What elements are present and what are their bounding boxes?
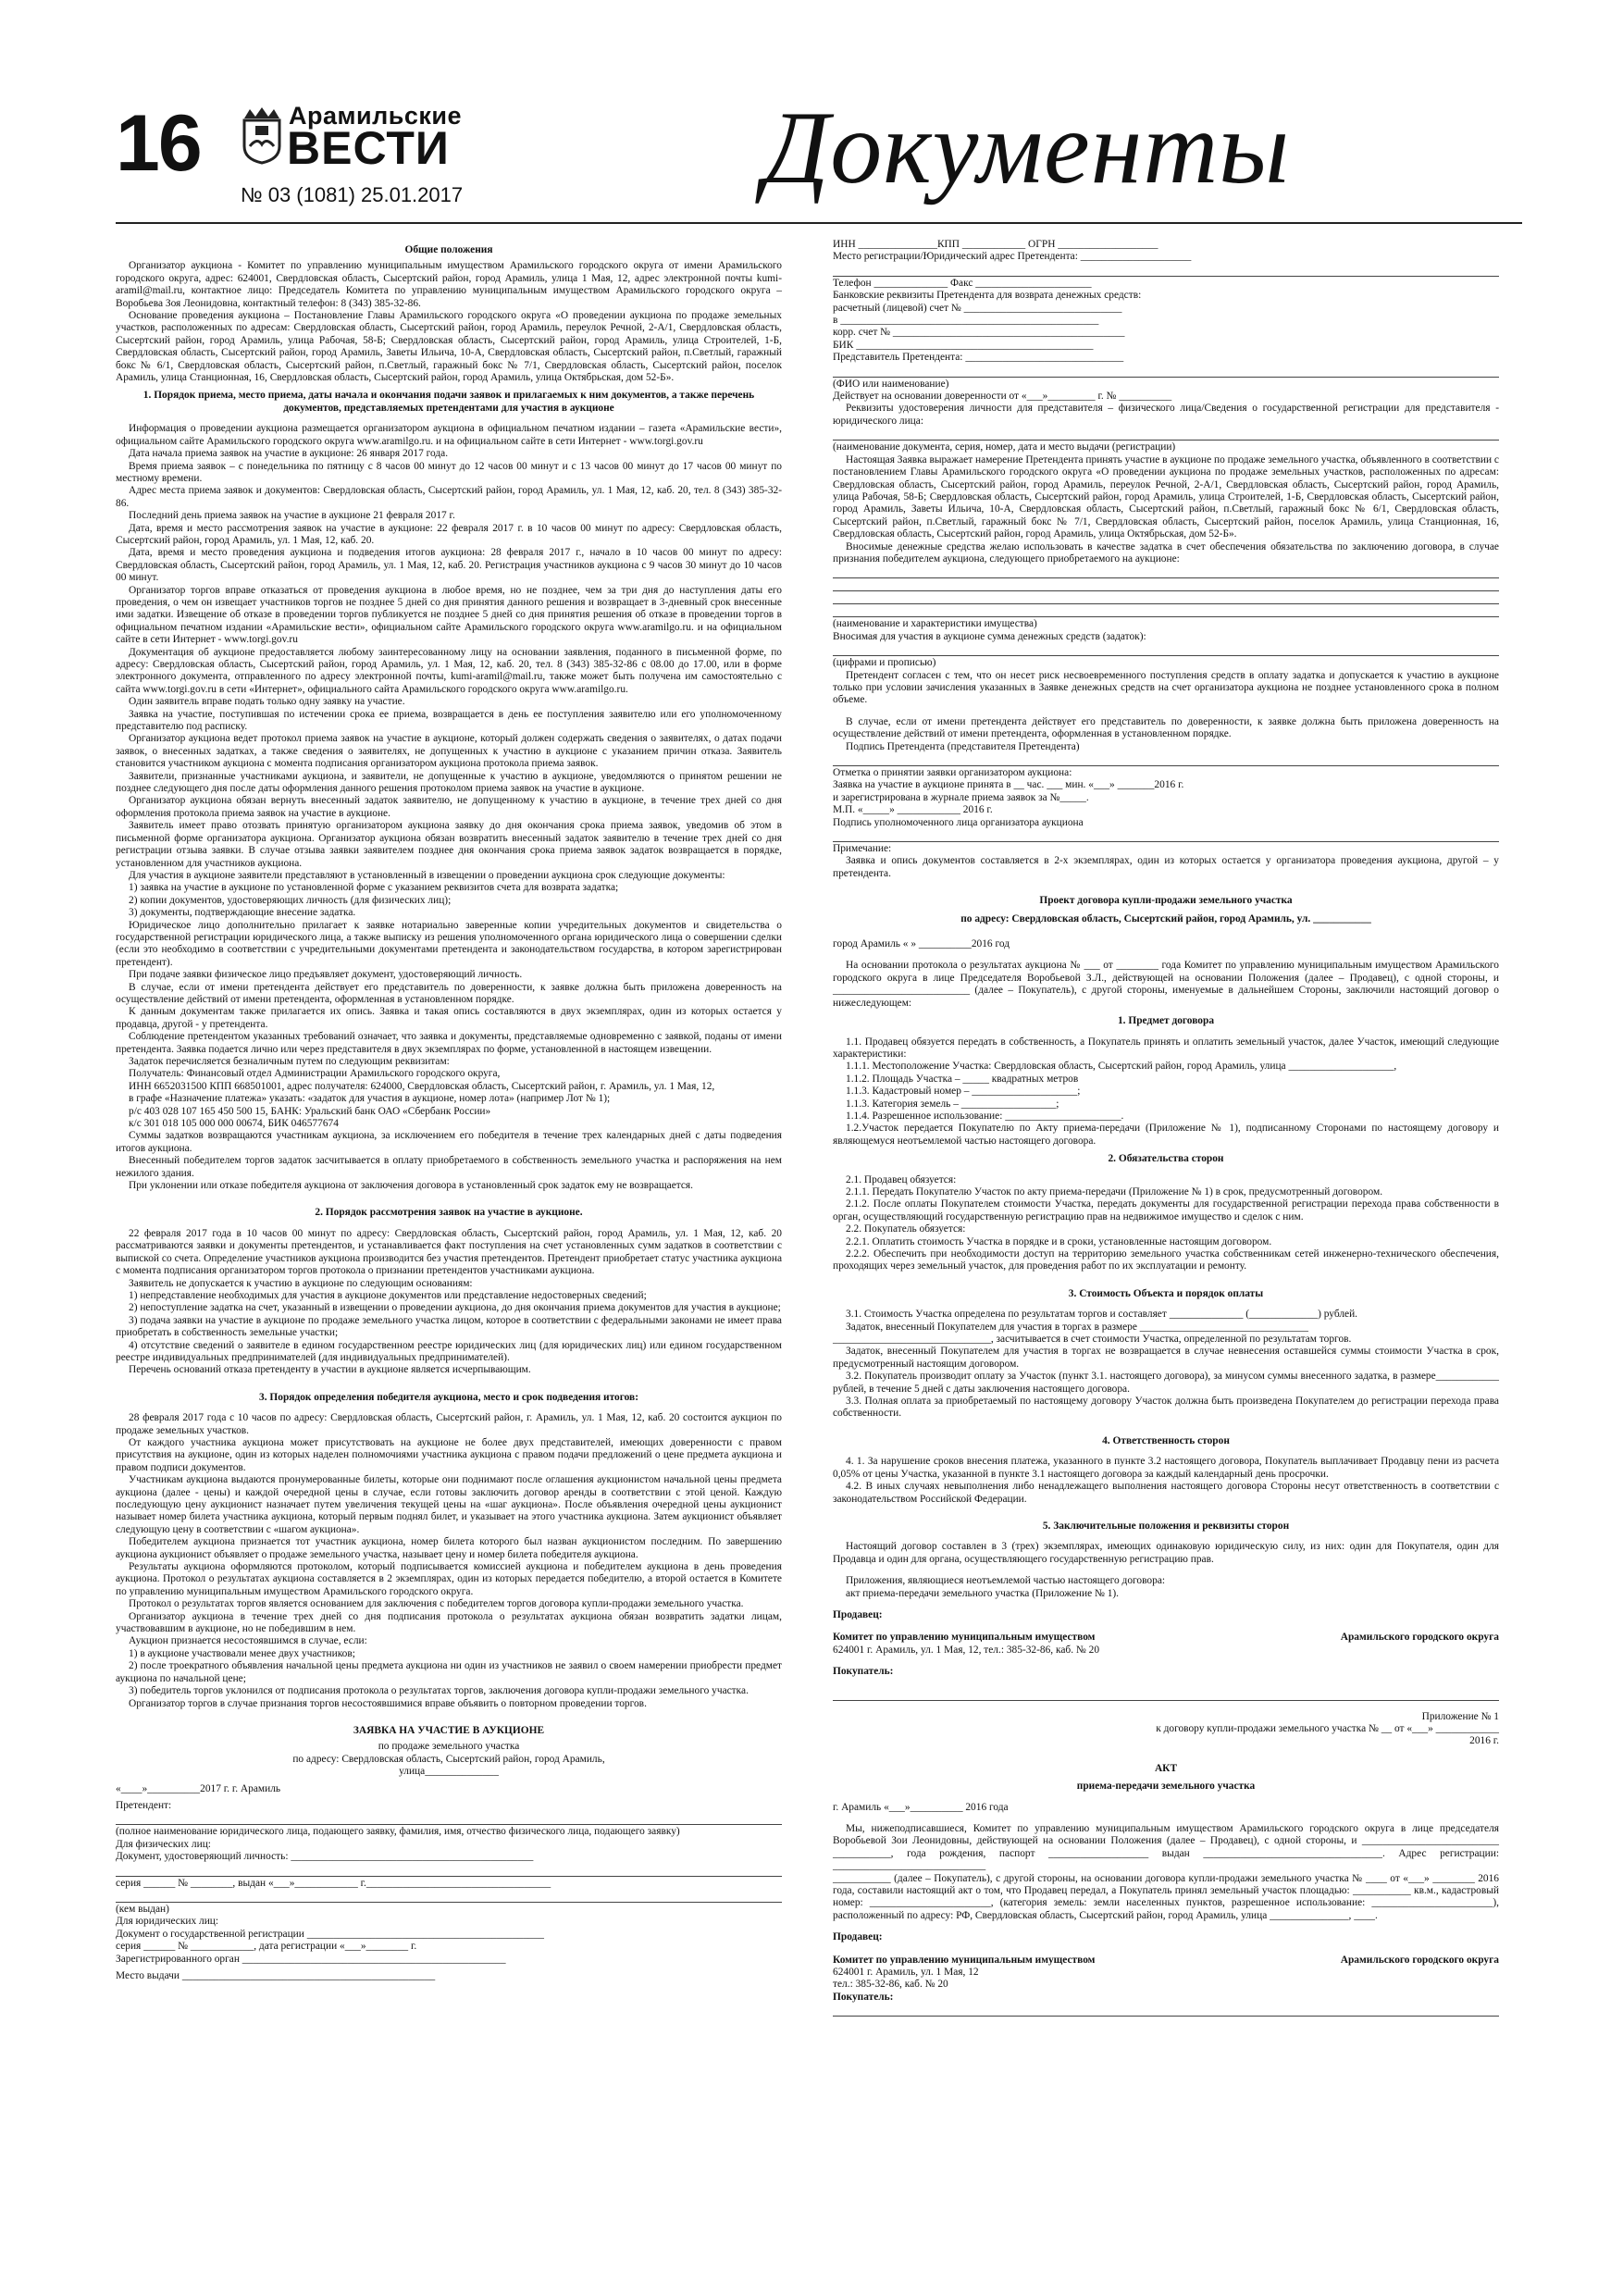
paragraph: Суммы задатков возвращаются участникам аукциона, за исключением его победителя в течение трех календарных дней с даты подведения итогов аукциона.: [116, 1130, 782, 1154]
paragraph: Организатор аукциона обязан вернуть внесенный задаток заявителю, не допущенному к участию в аукционе, в течение трех дней со дня оформления протокола приема заявок на участие в аукционе.: [116, 795, 782, 819]
appendix-note: к договору купли-продажи земельного участка № __ от «___» ____________: [1156, 1722, 1499, 1734]
fill-in-line: [833, 592, 1499, 604]
form-line: 624001 г. Арамиль, ул. 1 Мая, 12, тел.: 385-32-86, каб. № 20: [833, 1644, 1100, 1656]
form-line: (кем выдан): [116, 1903, 169, 1915]
paragraph: На основании протокола о результатах аукциона № ___ от ________ года Комитет по управлению муниципальным имуществом Арамильского городского округа в лице Председателя Воробьевой З.Л., действующей на основании Положения (далее – Продавец), с одной стороны, и __________________________ (далее – Покупатель), с другой стороны, именуемые в дальнейшем Стороны, заключили настоящий договор о нижеследующем:: [833, 960, 1499, 1009]
paragraph: Заявитель не допускается к участию в аукционе по следующим основаниям:: [129, 1277, 473, 1289]
form-line: Телефон ______________ Факс ______________________: [833, 277, 1092, 289]
issue-number: № 03 (1081) 25.01.2017: [241, 183, 464, 206]
fill-in-line: [833, 366, 1499, 378]
spacer: [833, 1944, 1499, 1949]
form-line: г. Арамиль «___»__________ 2016 года: [833, 1801, 1009, 1813]
spacer: [116, 1710, 782, 1719]
fill-in-line: [833, 1689, 1499, 1701]
form-line: серия ______ № ____________, дата регистрации «___»________ г.: [116, 1941, 417, 1953]
paragraph: 1.1.3. Кадастровый номер – ____________________;: [846, 1086, 1081, 1098]
section-heading: 1. Порядок приема, место приема, даты начала и окончания подачи заявок и прилагаемых к ним документов, а также перечень документов, представляемых претендентами для участия в аукционе: [142, 390, 755, 414]
form-line: (наименование и характеристики имущества): [833, 618, 1037, 630]
form-line: М.П. «_____» ____________ 2016 г.: [833, 804, 993, 816]
section-heading: АКТ: [1154, 1762, 1178, 1774]
section-heading: Проект договора купли-продажи земельного участка: [1039, 895, 1293, 907]
section-heading: 3. Порядок определения победителя аукциона, место и срок подведения итогов:: [259, 1391, 638, 1403]
paragraph: 4. 1. За нарушение сроков внесения платежа, указанного в пункте 3.2 настоящего договора, Покупатель выплачивает Продавцу пени из расчета 0,05% от цены Участка, указанной в пункте 3.1 настоящего договора за каждый календарный день просрочки.: [833, 1456, 1499, 1480]
spacer: [833, 1600, 1499, 1609]
paragraph: При уклонении или отказе победителя аукциона от заключения договора в установленный срок задаток ему не возвращается.: [129, 1180, 694, 1192]
paragraph: Для участия в аукционе заявители представляют в установленный в извещении о проведении аукциона срок следующие документы:: [129, 869, 725, 881]
paragraph: 1) заявка на участие в аукционе по установленной форме с указанием реквизитов счета для возврата задатка;: [129, 882, 619, 894]
form-line: Отметка о принятии заявки организатором аукциона:: [833, 767, 1072, 778]
fill-in-line: [833, 579, 1499, 591]
form-line: в _________________________________________________: [833, 315, 1099, 327]
form-line: ______________________________, засчитывается в счет стоимости Участка, определенной по результатам торгов.: [833, 1334, 1352, 1346]
paragraph: Получатель: Финансовый отдел Администрации Арамильского городского округа,: [129, 1068, 501, 1080]
appendix-note: 2016 г.: [1469, 1735, 1499, 1747]
fill-in-line: [833, 605, 1499, 617]
signature-left: Комитет по управлению муниципальным имуществом: [833, 1632, 1096, 1644]
spacer: [833, 1657, 1499, 1666]
fill-in-line: [833, 2004, 1499, 2017]
paragraph: Результаты аукциона оформляются протоколом, который подписывается комиссией аукциона и победителем аукциона в день проведения аукциона. Протокол о результатах аукциона составляется в 2 экземплярах, один из которых передается победителю, а второй остается в Комитете по управлению муниципальным имуществом Арамильского городского округа.: [116, 1561, 782, 1597]
spacer: [833, 1621, 1499, 1626]
paragraph: Задаток, внесенный Покупателем для участия в торгах не возвращается в случае невнесения оставшейся суммы стоимости Участка в срок, предусмотренный настоящим договором.: [833, 1346, 1499, 1370]
paragraph: Протокол о результатах торгов является основанием для заключения с победителем торгов договора купли-продажи земельного участка.: [129, 1598, 744, 1610]
form-line: 624001 г. Арамиль, ул. 1 Мая, 12: [833, 1967, 979, 1979]
form-line: Документ, удостоверяющий личность: ______________________________________________: [116, 1851, 534, 1863]
paragraph: 2.2. Покупатель обязуется:: [846, 1223, 966, 1235]
paragraph: ИНН 6652031500 КПП 668501001, адрес получателя: 624000, Свердловская область, Сысертский район, г. Арамиль, ул. 1 Мая, 12,: [129, 1080, 715, 1092]
paragraph: 3.3. Полная оплата за приобретаемый по настоящему договору Участок должна быть произведена Покупателем до регистрации перехода права собственности.: [833, 1396, 1499, 1420]
paragraph: 1.1.2. Площадь Участка – _____ квадратных метров: [846, 1073, 1079, 1085]
paragraph: Основание проведения аукциона – Постановление Главы Арамильского городского округа «О проведении аукциона по продаже земельных участков, расположенных по адресам: Свердловская область, Сысертский район, город Арамиль, переулок Речной, 2-А/1, Свердловская область, Сысертский район, город Арамиль, улица Рабочая, 58-Б; Свердловская область, Сысертский район, город Арамиль, улица Строителей, 1-Б, Свердловская область, Сысертский район, город Арамиль, Заветы Ильича, 10-А, Свердловская область, Сысертский район, п.Светлый, гаражный бокс № 6/1, Свердловская область, Сысертский район, п.Светлый, гаражный бокс № 7/1, Свердловская область, Сысертский район, поселок Арамиль, улица Станционная, 16, Свердловская область, Сысертский район, город Арамиль, улица Октябрьская, дом 52-Б».: [116, 310, 782, 384]
paragraph: 3) подача заявки на участие в аукционе по продаже земельного участка лицом, которое в соответствии с федеральными законами не имеет права приобретать в собственность земельные участки;: [116, 1314, 782, 1339]
paragraph: Внесенный победителем торгов задаток засчитывается в оплату приобретаемого в собственность земельного участка и распоряжения на нем нежилого здания.: [116, 1155, 782, 1179]
spacer: [833, 1273, 1499, 1283]
fill-in-line: [833, 265, 1499, 277]
paragraph: Настоящая Заявка выражает намерение Претендента принять участие в аукционе по продаже земельного участка, объявленного в соответствии с постановлением Главы Арамильского городского округа «О проведении аукциона по продаже земельных участков, расположенных по адресам: Свердловская область, Сысертский район, город Арамиль, переулок Речной, 2-А/1, Свердловская область, Сысертский район, город Арамиль, улица Рабочая, 58-Б; Свердловская область, Сысертский район, город Арамиль, улица Строителей, 1-Б, Свердловская область, Сысертский район, город Арамиль, Заветы Ильича, 10-А, Свердловская область, Сысертский район, п.Светлый, гаражный бокс № 6/1, Свердловская область, Сысертский район, п.Светлый, гаражный бокс № 7/1, Свердловская область, Сысертский район, поселок Арамиль, улица Станционная, 16, Свердловская область, Сысертский район, город Арамиль, улица Октябрьская, дом 52-Б».: [833, 453, 1499, 540]
form-line: серия ______ № ________, выдан «___»____________ г.___________________________________: [116, 1877, 551, 1889]
spacer: [833, 1814, 1499, 1823]
spacer: [833, 1679, 1499, 1688]
spacer: [833, 950, 1499, 960]
newspaper-logo: [241, 100, 462, 183]
appendix-note: Приложение № 1: [1421, 1710, 1499, 1722]
fill-in-line: [833, 644, 1499, 656]
paragraph: Информация о проведении аукциона размещается организатором аукциона в официальном печатном издании – газета «Арамильские вести», официальном сайте Арамильского городского округа www.aramilgo.ru. и на официальном сайте в сети Интернет - www.torgi.gov.ru: [116, 423, 782, 447]
centered-line: по адресу: Свердловская область, Сысертский район, город Арамиль,: [292, 1753, 605, 1765]
fill-in-line: [833, 566, 1499, 578]
spacer: [833, 1702, 1499, 1711]
form-line: Заявка на участие в аукционе принята в __ час. ___ мин. «___» _______2016 г.: [833, 779, 1184, 791]
paragraph: Организатор аукциона - Комитет по управлению муниципальным имуществом Арамильского городского округа от имени Арамильского городского округа, адрес: 624001, Свердловская область, Сысертский район, город Арамиль, улица 1 Мая, 12, адрес электронной почты kumi-aramil@mail.ru, контактное лицо: Председатель Комитета по управлению муниципальным имуществом Арамильского городского округа – Воробьева Зоя Леонидовна, контактный телефон: 8 (343) 385-32-86.: [116, 260, 782, 309]
section-heading: ЗАЯВКА НА УЧАСТИЕ В АУКЦИОНЕ: [353, 1724, 545, 1736]
paragraph: в графе «Назначение платежа» указать: «задаток для участия в аукционе, номер лота» (например Лот № 1);: [129, 1093, 611, 1105]
signature-row: [833, 1955, 1499, 1967]
paragraph: 3) документы, подтверждающие внесение задатка.: [129, 907, 356, 919]
paragraph: 3.2. Покупатель производит оплату за Участок (пункт 3.1. настоящего договора), за минусом суммы внесенного задатка, в размере____________ рублей, в течение 5 дней с даты заключения настоящего договора.: [833, 1371, 1499, 1395]
form-line: (ФИО или наименование): [833, 378, 949, 390]
paragraph: 1) непредставление необходимых для участия в аукционе документов или представление недостоверных сведений;: [129, 1289, 647, 1301]
form-line: «____»__________2017 г. г. Арамиль: [116, 1782, 281, 1794]
paragraph: Заявитель имеет право отозвать принятую организатором аукциона заявку до дня окончания срока приема заявок, уведомив об этом в письменной форме организатора аукциона. Организатор аукциона обязан возвратить внесенный задаток заявителю в течение трех дней со дня регистрации отзыва заявки. В случае отзыва заявки заявителем позднее дня окончания срока приема заявок задаток возвращается в порядке, установленном для участников аукциона.: [116, 820, 782, 869]
form-line: Место выдачи ________________________________________________: [116, 1970, 436, 1981]
paragraph: Задаток перечисляется безналичным путем по следующим реквизитам:: [129, 1056, 450, 1067]
form-line: Банковские реквизиты Претендента для возврата денежных средств:: [833, 290, 1142, 302]
paragraph: 2) после троекратного объявления начальной цены предмета аукциона ни один из участников не заявил о своем намерении приобрести предмет аукциона по начальной цене;: [116, 1660, 782, 1684]
section-heading: 2. Обязательства сторон: [1108, 1153, 1224, 1165]
paragraph: 2.2.1. Оплатить стоимость Участка в порядке и в сроки, установленные настоящим договором.: [846, 1235, 1272, 1247]
form-line: Подпись уполномоченного лица организатора аукциона: [833, 816, 1084, 828]
form-line: (наименование документа, серия, номер, дата и место выдачи (регистрации): [833, 441, 1176, 453]
paragraph: акт приема-передачи земельного участка (Приложение № 1).: [846, 1587, 1120, 1599]
paragraph: Адрес места приема заявок и документов: Свердловская область, Сысертский район, город Арамиль, ул. 1 Мая, 12, каб. 20, тел. 8 (343) 385-32-86.: [116, 485, 782, 509]
form-line: ИНН _______________КПП ____________ ОГРН ___________________: [833, 239, 1158, 250]
section-heading: 3. Стоимость Объекта и порядок оплаты: [1068, 1287, 1264, 1299]
paragraph: В случае, если от имени претендента действует его представитель по доверенности, к заявке должна быть приложена доверенность на осуществление действий от имени претендента, оформленная в установленном порядке.: [833, 715, 1499, 740]
left-column: [116, 239, 782, 1982]
paragraph: 2.2.2. Обеспечить при необходимости доступ на территорию земельного участка собственникам сетей инженерно-технического обеспечения, проходящих через земельный участок, для проведения работ по их эксплуатации и ремонту.: [833, 1248, 1499, 1272]
paragraph: Один заявитель вправе подать только одну заявку на участие.: [129, 696, 405, 708]
logo-top-text: Арамильские: [289, 102, 462, 130]
paragraph: 3.1. Стоимость Участка определена по результатам торгов и составляет ______________ (_____________) рублей.: [846, 1309, 1358, 1321]
paragraph: 1.2.Участок передается Покупателю по Акту приема-передачи (Приложение № 1), подписанному Сторонами по настоящему договору и являющемуся неотъемлемой частью настоящего договора.: [833, 1123, 1499, 1147]
spacer: [116, 1377, 782, 1386]
paragraph: Документация об аукционе предоставляется любому заинтересованному лицу на основании заявления, поданного в письменной форме, по адресу: Свердловская область, Сысертский район, город Арамиль, ул. 1 Мая, 12, каб. 20, тел. 8 (343) 385-32-86 с 08.00 до 17.00, или в форме электронного документа, отправленного по адресу электронной почты, kumi-aramil@mail.ru, также может быть получена им самостоятельно с сайта www.torgi.gov.ru в сети «Интернет», официального сайта Арамильского городского округа www.aramilgo.ru.: [116, 646, 782, 695]
paragraph: 22 февраля 2017 года в 10 часов 00 минут по адресу: Свердловская область, Сысертский район, город Арамиль, ул. 1 Мая, 12, каб. 20 рассматриваются заявки и документы претендентов, и устанавливается факт поступления на счет установленных сумм задатков в соответствии с выпиской со счета. Определение участников аукциона производится без участия претендентов. Претендент приобретает статус участника аукциона с момента подписания организатором торгов протокола о признании претендентов участниками аукциона.: [116, 1227, 782, 1277]
paragraph: 28 февраля 2017 года с 10 часов по адресу: Свердловская область, Сысертский район, г. Арамиль, ул. 1 Мая, 12, каб. 20 состоится аукцион по продаже земельных участков.: [116, 1412, 782, 1436]
section-title: Документы: [763, 91, 1291, 205]
form-line: Действует на основании доверенности от «___»_________ г. № __________: [833, 391, 1172, 403]
party-label: Покупатель:: [833, 1991, 894, 2003]
form-line: Для юридических лиц:: [116, 1916, 219, 1928]
paragraph: 1.1.3. Категория земель – __________________;: [846, 1098, 1059, 1110]
spacer: [833, 1922, 1499, 1931]
form-line: (полное наименование юридического лица, подающего заявку, фамилия, имя, отчество физического лица, подающего заявку): [116, 1826, 680, 1838]
form-line: расчетный (лицевой) счет № ______________________________: [833, 302, 1122, 314]
paragraph: Последний день приема заявок на участие в аукционе 21 февраля 2017 г.: [129, 510, 455, 522]
form-line: город Арамиль « » __________2016 год: [833, 938, 1010, 950]
form-line: Представитель Претендента: ______________________________: [833, 352, 1124, 364]
paragraph: Дата, время и место проведения аукциона и подведения итогов аукциона: 28 февраля 2017 г., начало в 10 часов 00 минут по адресу: Свердловская область, Сысертский район, город Арамиль, ул. 1 Мая, 12, каб. 20. Регистрация участников аукциона с 9 часов 30 минут до 10 часов 00 минут.: [116, 547, 782, 584]
form-line: и зарегистрирована в журнале приема заявок за №_____.: [833, 791, 1089, 803]
masthead-divider: [116, 222, 1522, 224]
spacer: [833, 1421, 1499, 1430]
paragraph: 2) копии документов, удостоверяющих личность (для физических лиц);: [129, 894, 452, 906]
masthead: [116, 93, 1522, 208]
fill-in-line: [833, 428, 1499, 441]
paragraph: 2.1.1. Передать Покупателю Участок по акту приема-передачи (Приложение № 1) в срок, предусмотренный договором.: [846, 1185, 1383, 1198]
fill-in-line: [116, 1865, 782, 1877]
logo-main-text: ВЕСТИ: [287, 122, 450, 174]
paragraph: Дата начала приема заявок на участие в аукционе: 26 января 2017 года.: [129, 448, 449, 460]
paragraph: Перечень оснований отказа претенденту в участии в аукционе является исчерпывающим.: [129, 1364, 531, 1376]
paragraph: Участникам аукциона выдаются пронумерованные билеты, которые они поднимают после оглашения аукционистом начальной цены предмета аукциона (далее - цены) и каждой очередной цены в случае, если готовы заключить договор аренды в соответствии с этой ценой. Каждую последующую цену аукционист назначает путем увеличения текущей цены на «шаг аукциона». После объявления очередной цены аукционист называет номер билета участника аукциона, который первым поднял билет, и указывает на этого участника аукциона. Затем аукционист объявляет следующую цену в соответствии с «шагом аукциона».: [116, 1474, 782, 1535]
section-heading: 2. Порядок рассмотрения заявок на участие в аукционе.: [315, 1207, 583, 1219]
paragraph: 1) в аукционе участвовали менее двух участников;: [129, 1647, 355, 1659]
spacer: [116, 1192, 782, 1201]
form-line: Зарегистрированного орган __________________________________________________: [116, 1953, 506, 1965]
form-line: Примечание:: [833, 843, 892, 855]
section-heading: Общие положения: [404, 244, 493, 255]
crest-icon: [241, 105, 283, 165]
fill-in-line: [116, 1891, 782, 1903]
paragraph: От каждого участника аукциона может присутствовать на аукционе не более двух представителей, имеющих доверенности с правом присутствия на аукционе, один из которых наделен полномочиями участника аукциона с правом подачи предложений о цене предмета аукциона и правом подписи документов.: [116, 1436, 782, 1473]
spacer: [833, 707, 1499, 716]
section-heading: 1. Предмет договора: [1117, 1015, 1215, 1027]
paragraph: Заявка на участие, поступившая по истечении срока ее приема, возвращается в день ее поступления заявителю или его уполномоченному представителю под расписку.: [116, 708, 782, 733]
form-line: БИК _____________________________________________: [833, 339, 1094, 351]
paragraph: 4) отсутствие сведений о заявителе в едином государственном реестре юридических лиц (для юридических лиц) или едином государственном реестре индивидуальных предпринимателей (для индивидуальных предпринимателей).: [116, 1339, 782, 1363]
form-line: Документ о государственной регистрации _____________________________________________: [116, 1928, 545, 1940]
right-column: [833, 239, 1499, 2017]
paragraph: Реквизиты удостоверения личности для представителя – физического лица/Сведения о государственной регистрации для представителя - юридического лица:: [833, 403, 1499, 427]
spacer: [833, 880, 1499, 889]
spacer: [833, 929, 1499, 938]
paragraph: Претендент согласен с тем, что он несет риск несвоевременного поступления средств в оплату задатка и допускается к участию в аукционе только при условии зачисления указанных в Заявке денежных средств на счет организатора аукциона не позднее установленного срока в полном объеме.: [833, 669, 1499, 706]
form-line: тел.: 385-32-86, каб. № 20: [833, 1979, 948, 1991]
paragraph: 1.1.1. Местоположение Участка: Свердловская область, Сысертский район, город Арамиль, улица ____________________,: [846, 1061, 1397, 1073]
paragraph: Мы, нижеподписавшиеся, Комитет по управлению муниципальным имуществом Арамильского городского округа в лице председателя Воробьевой Зои Леонидовны, действующей на основании Положения (далее – Продавец), с одной стороны, и __________________________ ___________, года рождения, паспорт ___________________ выдан __________________________________. Адрес регистрации: _____________________________: [833, 1823, 1499, 1872]
paragraph: Организатор аукциона ведет протокол приема заявок на участие в аукционе, который должен содержать сведения о заявителях, о датах подачи заявок, о внесенных задатках, а также сведения о заявителях, не допущенных к участию в аукционе с указанием причин отказа. Заявитель становится участником аукциона с момента подписания организатором аукциона протокола приема заявок.: [116, 733, 782, 770]
paragraph: Соблюдение претендентом указанных требований означает, что заявка и документы, представляемые одновременно с заявкой, поданы от имени претендента. Заявка подается лично или через представителя в двух экземплярах по форме, установленной в настоящем извещении.: [116, 1031, 782, 1055]
section-heading: 5. Заключительные положения и реквизиты сторон: [1042, 1520, 1290, 1532]
party-label: Продавец:: [833, 1931, 883, 1943]
paragraph: к/с 301 018 105 000 000 00674, БИК 046577674: [129, 1118, 339, 1130]
paragraph: 1.1. Продавец обязуется передать в собственность, а Покупатель принять и оплатить земельный участок, далее Участок, имеющий следующие характеристики:: [833, 1036, 1499, 1060]
paragraph: 1.1.4. Разрешенное использование: ______________________.: [846, 1110, 1124, 1122]
page-number: 16: [116, 99, 201, 188]
paragraph: При подаче заявки физическое лицо предъявляет документ, удостоверяющий личность.: [129, 969, 523, 981]
section-heading: 4. Ответственность сторон: [1102, 1434, 1230, 1446]
spacer: [833, 1748, 1499, 1757]
paragraph: Время приема заявок – с понедельника по пятницу с 8 часов 00 минут до 12 часов 00 минут и с 13 часов 00 минут до 17 часов 00 минут по местному времени.: [116, 460, 782, 484]
paragraph: 2) непоступление задатка на счет, указанный в извещении о проведении аукциона, до дня окончания приема документов для участия в аукционе;: [129, 1302, 781, 1314]
paragraph: Настоящий договор составлен в 3 (трех) экземплярах, имеющих одинаковую юридическую силу, из них: один для Покупателя, один для Продавца и один для органа, осуществляющего государственную регистрацию прав.: [833, 1541, 1499, 1565]
centered-line: улица______________: [399, 1766, 499, 1778]
signature-left: Комитет по управлению муниципальным имуществом: [833, 1954, 1096, 1966]
paragraph: р/с 403 028 107 165 450 500 15, БАНК: Уральский банк ОАО «Сбербанк России»: [129, 1105, 491, 1117]
paragraph: Организатор торгов в случае признания торгов несостоявшимися вправе объявить о повторном проведении торгов.: [129, 1697, 647, 1709]
paragraph: Заявка и опись документов составляется в 2-х экземплярах, один из которых остается у организатора проведения аукциона, другой – у претендента.: [833, 855, 1499, 879]
paragraph: Подпись Претендента (представителя Претендента): [846, 740, 1080, 752]
spacer: [833, 1566, 1499, 1575]
signature-row: [833, 1632, 1499, 1644]
paragraph: Аукцион признается несостоявшимся в случае, если:: [129, 1635, 367, 1647]
fill-in-line: [116, 1813, 782, 1825]
signature-right: Арамильского городского округа: [1340, 1954, 1499, 1966]
paragraph: 4.2. В иных случаях невыполнения либо ненадлежащего выполнения настоящего договора Стороны несут ответственность в соответствии с законодательством Российской Федерации.: [833, 1481, 1499, 1505]
form-line: Для физических лиц:: [116, 1838, 211, 1850]
paragraph: Дата, время и место рассмотрения заявок на участие в аукционе: 22 февраля 2017 г. в 10 часов 00 минут по адресу: Свердловская область, Сысертский район, город Арамиль, ул. 1 Мая, 12, каб. 20.: [116, 522, 782, 546]
party-label: Покупатель:: [833, 1666, 894, 1678]
form-line: Вносимая для участия в аукционе сумма денежных средств (задаток):: [833, 630, 1146, 642]
paragraph: К данным документам также прилагается их опись. Заявка и такая опись составляются в двух экземплярах, один из которых остается у продавца, другой - у претендента.: [116, 1006, 782, 1030]
paragraph: Заявители, признанные участниками аукциона, и заявители, не допущенные к участию в аукционе, уведомляются о принятом решении не позднее следующего дня после даты оформления данного решения протоколом приема заявок на участие в аукционе.: [116, 770, 782, 795]
centered-line: по продаже земельного участка: [378, 1741, 520, 1753]
paragraph: Организатор аукциона в течение трех дней со дня подписания протокола о результатах аукциона обязан возвратить задатки лицам, участвовавшим в аукционе, но не победившим в нем.: [116, 1610, 782, 1635]
paragraph: 3) победитель торгов уклонился от подписания протокола о результатах торгов, заключения договора купли-продажи земельного участка.: [129, 1685, 749, 1697]
paragraph: 2.1.2. После оплаты Покупателем стоимости Участка, передать документы для государственной регистрации перехода права собственности в орган, осуществляющий государственную регистрацию прав на недвижимое имущество и сделок с ним.: [833, 1198, 1499, 1222]
paragraph: Задаток, внесенный Покупателем для участия в торгах в размере ________________________________: [846, 1321, 1309, 1333]
paragraph: 2.1. Продавец обязуется:: [846, 1173, 957, 1185]
section-heading: приема-передачи земельного участка: [1076, 1781, 1256, 1793]
paragraph: Приложения, являющиеся неотъемлемой частью настоящего договора:: [846, 1575, 1166, 1587]
paragraph: Юридическое лицо дополнительно прилагает к заявке нотариально заверенные копии учредительных документов и свидетельства о государственной регистрации юридического лица, а также выписку из решения уполномоченного органа юридического лица о совершении сделки (если это необходимо в соответствии с учредительными документами претендента и законодательством государства, в котором зарегистрирован претендент).: [116, 919, 782, 968]
form-line: Место регистрации/Юридический адрес Претендента: _____________________: [833, 251, 1192, 263]
paragraph: Вносимые денежные средства желаю использовать в качестве задатка в счет обеспечения обязательства по заключению договора, в случае признания победителем аукциона, следующего приобретаемого на аукционе:: [833, 540, 1499, 565]
signature-right: Арамильского городского округа: [1340, 1632, 1499, 1644]
form-line: корр. счет № ____________________________________________: [833, 327, 1125, 339]
fill-in-line: [833, 754, 1499, 766]
form-line: Претендент:: [116, 1799, 172, 1811]
spacer: [833, 1506, 1499, 1515]
paragraph: Организатор торгов вправе отказаться от проведения аукциона в любое время, но не позднее, чем за три дня до наступления даты его проведения, о чем он извещает участников торгов не позднее 5 дней со дня принятия данного решения и возвращает в 3-дневный срок внесенные ими задатки. Извещение об отказе в проведении торгов публикуется не позднее 5 дней со дня принятия решения об отказе в проведении торгов в официальном печатном издании «Арамильские вести», официальном сайте Арамильского городского округа www.aramilgo.ru. и на официальном сайте в сети Интернет - www.torgi.gov.ru: [116, 584, 782, 646]
fill-in-line: [833, 830, 1499, 842]
form-line: ___________ (далее – Покупатель), с другой стороны, на основании договора купли-продажи земельного участка № ____ от «___» ________ 2016 года, составили настоящий акт о том, что Продавец передал, а Покупатель принял земельный участок площадью: ___________ кв.м., кадастровый номер: _______________________, (категория земель: земли населенных пунктов, разрешенное использование: _______________________), расположенный по адресу: РФ, Свердловская область, Сысертский район, город Арамиль, улица _______________, ____.: [833, 1872, 1499, 1921]
party-label: Продавец:: [833, 1608, 883, 1620]
paragraph: Победителем аукциона признается тот участник аукциона, номер билета которого был назван аукционистом последним. По завершению аукциона аукционист объявляет о продаже земельного участка, называет цену и номер билета победителя аукциона.: [116, 1536, 782, 1560]
paragraph: В случае, если от имени претендента действует его представитель по доверенности, к заявке должна быть приложена доверенность на осуществление действий от имени претендента, оформленная в установленном порядке.: [116, 981, 782, 1005]
form-line: (цифрами и прописью): [833, 657, 936, 669]
section-heading: по адресу: Свердловская область, Сысертский район, город Арамиль, ул. ___________: [960, 912, 1371, 925]
